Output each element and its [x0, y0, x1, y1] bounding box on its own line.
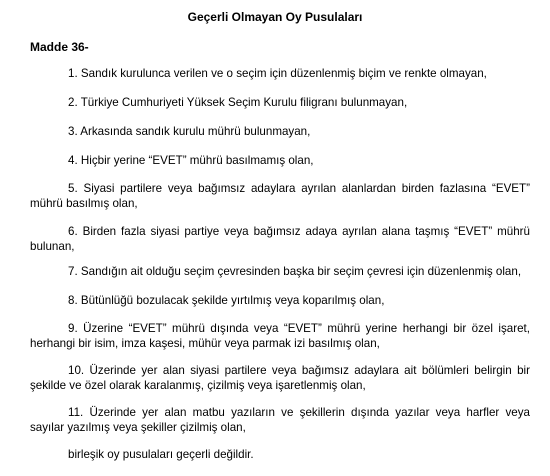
item-text: Arkasında sandık kurulu mührü bulunmayan,: [80, 125, 311, 138]
item-number: 5.: [68, 182, 78, 195]
item-text: Sandık kurulunca verilen ve o seçim için düzenlenmiş biçim ve renkte olmayan,: [80, 67, 487, 80]
list-item: [30, 294, 530, 309]
list-item: [30, 265, 530, 280]
document-title: Geçerli Olmayan Oy Pusulaları: [187, 10, 363, 24]
item-number: 4.: [68, 154, 78, 167]
item-text: Hiçbir yerine “EVET” mührü basılmamış olan,: [80, 154, 314, 167]
item-text: Birden fazla siyasi partiye veya bağımsız adaya ayrılan alana taşmış “EVET” mührü bulunan,: [30, 225, 530, 253]
list-item: [30, 96, 530, 111]
item-number: 9.: [68, 322, 78, 335]
article-heading: Madde 36-: [30, 40, 89, 54]
list-item: [30, 154, 530, 169]
list-item: [30, 67, 530, 82]
list-item: [30, 225, 530, 254]
item-number: 11.: [68, 406, 84, 419]
item-number: 1.: [68, 67, 78, 80]
list-item: [30, 182, 530, 211]
list-item: [30, 322, 530, 351]
item-number: 2.: [68, 96, 78, 109]
item-number: 3.: [68, 125, 78, 138]
item-number: 7.: [68, 265, 78, 278]
item-text: Üzerinde yer alan siyasi partilere veya bağımsız adaylara ait bölümleri belirgin bir şekilde ve özel olarak karalanmış, çizilmiş veya işaretlenmiş olan,: [30, 364, 530, 392]
item-number: 8.: [68, 294, 78, 307]
list-item: [30, 125, 530, 140]
item-text: Sandığın ait olduğu seçim çevresinden başka bir seçim çevresi için düzenlenmiş olan,: [80, 265, 522, 278]
item-text: Üzerine “EVET” mührü dışında veya “EVET” mührü yerine herhangi bir özel işaret, herhangi bir isim, imza kaşesi, mühür veya parmak izi basılmış olan,: [30, 322, 530, 350]
list-item: [30, 406, 530, 435]
item-number: 10.: [68, 364, 85, 377]
item-text: Üzerinde yer alan matbu yazıların ve şekillerin dışında yazılar veya harfler veya sayılar yazılmış veya şekiller çizilmiş olan,: [30, 406, 530, 434]
closing-sentence: birleşik oy pusulaları geçerli değildir.: [68, 448, 254, 461]
item-text: Siyasi partilere veya bağımsız adaylara ayrılan alanlardan birden fazlasına “EVET” mührü basılmış olan,: [30, 182, 530, 210]
item-text: Bütünlüğü bozulacak şekilde yırtılmış veya koparılmış olan,: [80, 294, 385, 307]
list-item: [30, 364, 530, 393]
item-number: 6.: [68, 225, 78, 238]
item-text: Türkiye Cumhuriyeti Yüksek Seçim Kurulu filigranı bulunmayan,: [80, 96, 408, 109]
